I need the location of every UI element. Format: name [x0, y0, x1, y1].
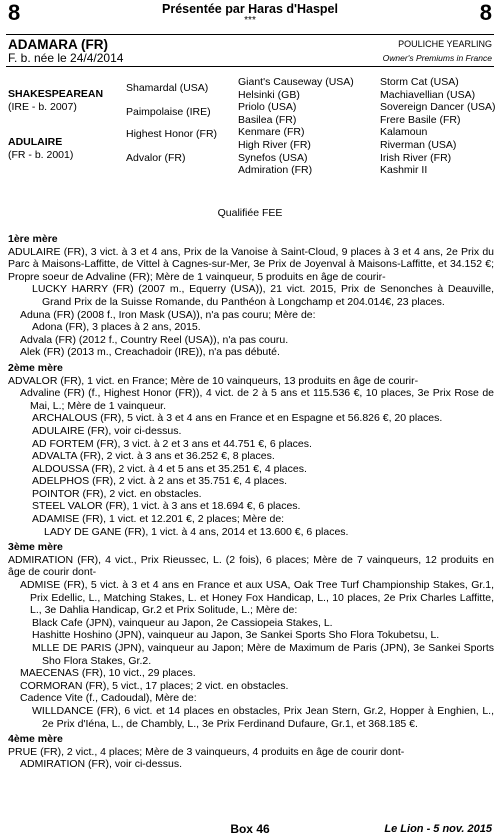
family-entry: Cadence Vite (f., Cadoudal), Mère de: [20, 692, 197, 705]
family-entry: ADMIRATION (FR), voir ci-dessus. [20, 758, 182, 771]
family-entry: PRUE (FR), 2 vict., 4 places; Mère de 3 vainqueurs, 4 produits en âge de courir dont- [8, 745, 405, 758]
gen3-1: Giant's Causeway (USA) [238, 76, 354, 88]
horse-category: POULICHE YEARLING [398, 39, 492, 49]
gen3-5: Kenmare (FR) [238, 126, 305, 139]
box-number: Box 46 [230, 822, 270, 836]
grandsire-3: Highest Honor (FR) [126, 128, 218, 140]
family-entry: ADAMISE (FR), 1 vict. et 12.201 €, 2 places; Mère de: [32, 513, 285, 526]
gen4-2: Machiavellian (USA) [380, 88, 476, 101]
gen3-2: Helsinki (GB) [238, 88, 300, 101]
dam-info: (FR - b. 2001) [8, 148, 74, 161]
family-entry: POINTOR (FR), 2 vict. en obstacles. [32, 487, 202, 500]
family-entry: ADVALTA (FR), 2 vict. à 3 ans et 36.252 €, 8 places. [32, 450, 275, 463]
dam-name: ADULAIRE [8, 136, 63, 148]
horse-birth: F. b. née le 24/4/2014 [8, 51, 124, 65]
grandsire-4: Advalor (FR) [126, 152, 186, 164]
dam-heading-4: 4ème mère [8, 733, 63, 746]
family-entry: ADELPHOS (FR), 2 vict. à 2 ans et 35.751 €, 4 places. [32, 475, 288, 488]
dam-heading-3: 3ème mère [8, 541, 63, 554]
family-entry: STEEL VALOR (FR), 1 vict. à 3 ans et 18.694 €, 6 places. [32, 500, 301, 513]
grandsire-1: Shamardal (USA) [126, 82, 209, 94]
presenter-stars: *** [244, 15, 256, 26]
family-entry: MLLE DE PARIS (JPN), vainqueur au Japon; Mère de Maximum de Paris (JPN), 3e Sankei Sports Sho Flora Stakes, Gr.2. [32, 642, 494, 667]
qualification: Qualifiée FEE [217, 207, 283, 219]
family-entry: Hashitte Hoshino (JPN), vainqueur au Japon, 3e Sankei Sports Sho Flora Tokubetsu, L. [32, 629, 440, 642]
family-entry: Adona (FR), 3 places à 2 ans, 2015. [32, 321, 201, 334]
family-entry: WILLDANCE (FR), 6 vict. et 14 places en obstacles, Prix Jean Stern, Gr.2, Hopper à Enghien, L., 2e Prix d'Iéna, L., de Chambly, L., 3e Prix Ferdinand Dufaure, Gr.1, et 368.185 €. [32, 704, 494, 730]
grandsire-2: Paimpolaise (IRE) [126, 106, 211, 118]
gen4-5: Kalamoun [380, 126, 428, 139]
presenter-title: Présentée par Haras d'Haspel [162, 2, 338, 16]
family-body [8, 230, 494, 771]
gen3-7: Synefos (USA) [238, 151, 308, 164]
lot-number-left: 8 [8, 0, 21, 25]
family-entry: CORMORAN (FR), 5 vict., 17 places; 2 vict. en obstacles. [20, 679, 289, 692]
horse-name: ADAMARA (FR) [8, 37, 108, 52]
dam-heading-1: 1ère mère [8, 233, 58, 245]
family-entry: ADULAIRE (FR), 3 vict. à 3 et 4 ans, Prix de la Vanoise à Saint-Cloud, 9 places à 3 et 4 ans, 2e Prix du Parc à Maisons-Laffitte, de Vittel à Cagnes-sur-Mer, 3e Prix de Joyenval à Maisons-Laffitte, et 34.152 €; Propre soeur de Advaline (FR); Mère de 1 vainqueur, 5 produits en âge de courir- [8, 245, 494, 283]
gen4-8: Kashmir II [380, 164, 428, 177]
family-entry: Advaline (FR) (f., Highest Honor (FR)), 4 vict. de 2 à 5 ans et 115.536 €, 10 places, 3e Prix Rose de Mai, L.; Mère de 1 vainqueur. [20, 387, 494, 412]
family-entry: Black Cafe (JPN), vainqueur au Japon, 2e Cassiopeia Stakes, L. [32, 616, 333, 629]
sale-place-date: Le Lion - 5 nov. 2015 [384, 823, 492, 835]
gen4-3: Sovereign Dancer (USA) [380, 101, 496, 114]
sire-info: (IRE - b. 2007) [8, 100, 77, 113]
family-entry: MAECENAS (FR), 10 vict., 29 places. [20, 667, 196, 680]
gen3-3: Priolo (USA) [238, 101, 297, 114]
sire-name: SHAKESPEAREAN [8, 88, 104, 100]
gen4-1: Storm Cat (USA) [380, 76, 459, 88]
dam-heading-2: 2ème mère [8, 361, 63, 374]
family-entry: ARCHALOUS (FR), 5 vict. à 3 et 4 ans en France et en Espagne et 56.826 €, 20 places. [32, 412, 443, 425]
lot-number-right: 8 [479, 0, 492, 25]
family-entry: ADMISE (FR), 5 vict. à 3 et 4 ans en France et aux USA, Oak Tree Turf Championship Stakes, Gr.1, Prix Edellic, L., Matching Stakes, L. et Honey Fox Handicap, L., 10 places, 2e Prix Charles Laffitte, L., 3e Dahlia Handicap, Gr.2 et Prix Solitude, L.; Mère de: [20, 579, 494, 617]
gen4-4: Frere Basile (FR) [380, 113, 461, 126]
family-entry: Aduna (FR) (2008 f., Iron Mask (USA)), n'a pas couru; Mère de: [20, 308, 316, 321]
family-entry: ALDOUSSA (FR), 2 vict. à 4 et 5 ans et 35.251 €, 4 places. [32, 462, 307, 475]
family-entry: ADVALOR (FR), 1 vict. en France; Mère de 10 vainqueurs, 13 produits en âge de courir- [8, 374, 419, 387]
gen4-7: Irish River (FR) [380, 151, 452, 164]
header-rule [6, 34, 494, 35]
family-entry: ADMIRATION (FR), 4 vict., Prix Rieussec, L. (2 fois), 6 places; Mère de 7 vainqueurs, 12 produits en âge de courir dont- [8, 553, 494, 579]
gen4-6: Riverman (USA) [380, 138, 457, 151]
family-entry: ADULAIRE (FR), voir ci-dessus. [32, 424, 182, 437]
family-entry: AD FORTEM (FR), 3 vict. à 2 et 3 ans et 44.751 €, 6 places. [32, 437, 312, 450]
family-entry: Alek (FR) (2013 m., Creachadoir (IRE)), n'a pas débuté. [20, 346, 280, 359]
family-entry: LUCKY HARRY (FR) (2007 m., Equerry (USA)), 21 vict. 2015, Prix de Senonches à Deauville, Grand Prix de la Suisse Romande, du Panthéon à Longchamp et 204.014€, 23 places. [32, 283, 494, 308]
gen3-4: Basilea (FR) [238, 113, 297, 126]
horse-rule [6, 66, 494, 67]
gen3-8: Admiration (FR) [238, 164, 313, 177]
gen3-6: High River (FR) [238, 138, 311, 151]
family-entry: Advala (FR) (2012 f., Country Reel (USA)), n'a pas couru. [20, 333, 289, 346]
owner-premiums: Owner's Premiums in France [382, 53, 492, 63]
family-entry: LADY DE GANE (FR), 1 vict. à 4 ans, 2014 et 13.600 €, 6 places. [44, 525, 349, 538]
